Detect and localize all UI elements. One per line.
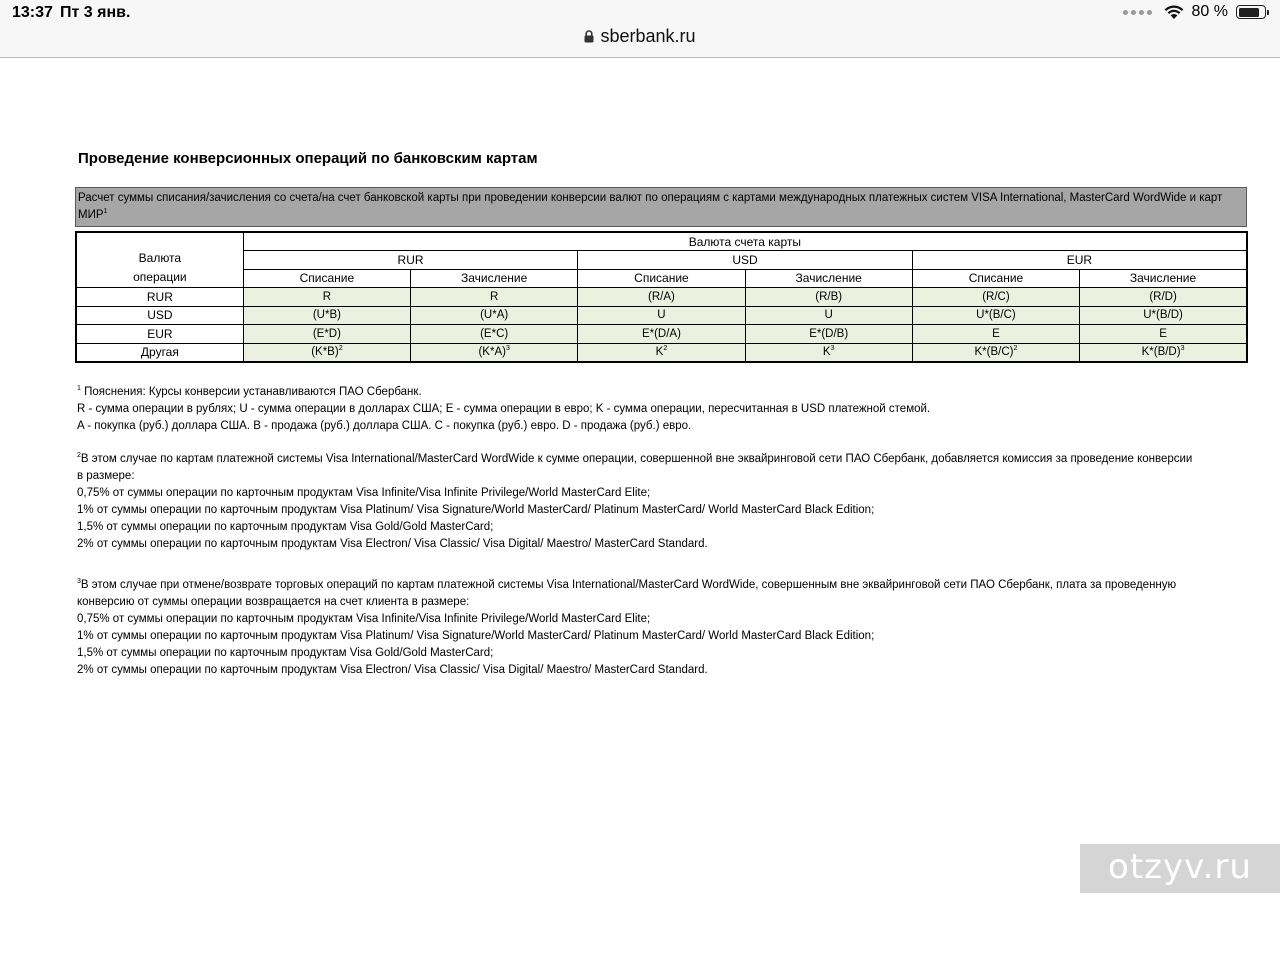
table-cell bbox=[411, 288, 578, 307]
footnotes bbox=[77, 384, 1257, 679]
footnote-text: A - покупка (руб.) доллара США. B - продажа (руб.) доллара США. C - покупка (руб.) евро. D - продажа (руб.) евро. bbox=[77, 420, 692, 432]
table-caption bbox=[75, 187, 1247, 227]
cell-formula: U*(B/C) bbox=[976, 309, 1016, 322]
row-label: USD bbox=[76, 306, 243, 325]
footnote-line bbox=[77, 418, 1257, 435]
cell-footnote-ref: 3 bbox=[505, 345, 510, 353]
footnote-3 bbox=[77, 577, 1257, 679]
sub-header: Зачисление bbox=[745, 269, 912, 288]
battery-level-fill bbox=[1239, 8, 1259, 17]
footnote-1 bbox=[77, 384, 1257, 435]
status-right-group bbox=[1123, 3, 1266, 21]
address-bar[interactable] bbox=[0, 26, 1280, 47]
cell-footnote-ref: 3 bbox=[1180, 345, 1185, 353]
footnote-line bbox=[77, 645, 1257, 662]
battery-icon bbox=[1236, 5, 1266, 19]
cell-formula: E*(D/B) bbox=[809, 327, 849, 340]
footnote-text: В этом случае по картам платежной системы Visa International/MasterCard WordWide к сумме операции, совершенной вне эквайринговой сети ПАО Сбербанк, добавляется комиссия за проведение конверсии bbox=[80, 453, 1193, 465]
footnote-line bbox=[77, 662, 1257, 679]
currency-header-rur: RUR bbox=[243, 251, 578, 270]
cell-formula: K bbox=[655, 346, 664, 358]
cell-formula: (U*B) bbox=[312, 309, 341, 322]
conversion-table bbox=[75, 231, 1248, 363]
footnote-text: 1,5% от суммы операции по карточным продуктам Visa Gold/Gold MasterCard; bbox=[77, 521, 494, 533]
table-cell bbox=[243, 343, 410, 362]
lock-icon bbox=[584, 30, 594, 43]
cell-formula: K*(B/C) bbox=[974, 346, 1014, 358]
cell-formula: (R/C) bbox=[982, 290, 1010, 303]
table-cell bbox=[578, 325, 745, 344]
table-cell bbox=[912, 343, 1079, 362]
card-currency-header: Валюта счета карты bbox=[243, 232, 1247, 251]
footnote-text: R - сумма операции в рублях; U - сумма операции в долларах США; E - сумма операции в евро; K - сумма операции, пересчитанная в USD платежной стемой. bbox=[77, 403, 931, 415]
footnote-text: конверсию от суммы операции возвращается на счет клиента в размере: bbox=[77, 596, 470, 608]
table-cell bbox=[1080, 306, 1247, 325]
cell-formula: R bbox=[322, 290, 332, 303]
cell-formula: U bbox=[657, 309, 666, 322]
footnote-marker: 1 bbox=[77, 385, 81, 393]
table-row bbox=[76, 343, 1247, 362]
table-cell bbox=[912, 306, 1079, 325]
table-cell bbox=[1080, 325, 1247, 344]
footnote-text: в размере: bbox=[77, 470, 135, 482]
footnote-text: 1% от суммы операции по карточным продуктам Visa Platinum/ Visa Signature/World MasterCard/ Platinum MasterCard/ World MasterCard Black Edition; bbox=[77, 504, 875, 516]
table-cell bbox=[578, 288, 745, 307]
multitasking-dots-icon[interactable] bbox=[1123, 10, 1152, 15]
cell-formula: (E*C) bbox=[480, 327, 509, 340]
table-cell bbox=[411, 325, 578, 344]
footnote-line bbox=[77, 468, 1257, 485]
cell-formula: U bbox=[824, 309, 833, 322]
address-url[interactable]: sberbank.ru bbox=[600, 26, 696, 46]
footnote-2 bbox=[77, 451, 1257, 553]
footnote-text: 0,75% от суммы операции по карточным продуктам Visa Infinite/Visa Infinite Privilege/World MasterCard Elite; bbox=[77, 487, 651, 499]
cell-formula: (R/A) bbox=[648, 290, 675, 303]
footnote-line bbox=[77, 502, 1257, 519]
row-label: EUR bbox=[76, 325, 243, 344]
footnote-line bbox=[77, 401, 1257, 418]
cell-formula: U*(B/D) bbox=[1143, 309, 1183, 322]
cell-footnote-ref: 2 bbox=[663, 345, 668, 353]
footnote-text: 2% от суммы операции по карточным продуктам Visa Electron/ Visa Classic/ Visa Digital/ Maestro/ MasterCard Standard. bbox=[77, 538, 708, 550]
footnote-text: 0,75% от суммы операции по карточным продуктам Visa Infinite/Visa Infinite Privilege/World MasterCard Elite; bbox=[77, 613, 651, 625]
currency-header-usd: USD bbox=[578, 251, 913, 270]
table-cell bbox=[745, 306, 912, 325]
cell-formula: (U*A) bbox=[480, 309, 509, 322]
browser-top-bar bbox=[0, 0, 1280, 58]
sub-header: Зачисление bbox=[1080, 269, 1247, 288]
cell-footnote-ref: 3 bbox=[830, 345, 835, 353]
footnote-text: 1,5% от суммы операции по карточным продуктам Visa Gold/Gold MasterCard; bbox=[77, 647, 494, 659]
table-row bbox=[76, 288, 1247, 307]
cell-formula: E bbox=[1159, 327, 1167, 340]
table-cell bbox=[1080, 288, 1247, 307]
footnote-text: 1% от суммы операции по карточным продуктам Visa Platinum/ Visa Signature/World MasterCard/ Platinum MasterCard/ World MasterCard Black Edition; bbox=[77, 630, 875, 642]
cell-formula: (K*A) bbox=[478, 346, 506, 358]
footnote-text: В этом случае при отмене/возврате торговых операций по картам платежной системы Visa International/MasterCard WordWide, совершенным вне эквайринговой сети ПАО Сбербанк, плата за проведенную bbox=[80, 579, 1177, 591]
cell-footnote-ref: 2 bbox=[1013, 345, 1018, 353]
cell-formula: (E*D) bbox=[312, 327, 341, 340]
table-cell bbox=[745, 325, 912, 344]
sub-header: Зачисление bbox=[411, 269, 578, 288]
table-cell bbox=[578, 343, 745, 362]
caption-footnote-ref: 1 bbox=[103, 208, 108, 216]
currency-header-eur: EUR bbox=[912, 251, 1247, 270]
table-cell bbox=[745, 288, 912, 307]
footnote-marker: 2 bbox=[77, 452, 81, 460]
table-row bbox=[76, 306, 1247, 325]
footnote-text: Пояснения: Курсы конверсии устанавливаются ПАО Сбербанк. bbox=[80, 386, 422, 398]
footnote-line bbox=[77, 577, 1257, 594]
table-cell bbox=[912, 325, 1079, 344]
page-title: Проведение конверсионных операций по банковским картам bbox=[78, 150, 538, 167]
cell-formula: (K*B) bbox=[311, 346, 339, 358]
table-cell bbox=[243, 288, 410, 307]
sub-header: Списание bbox=[912, 269, 1079, 288]
table-row bbox=[76, 325, 1247, 344]
table-cell bbox=[745, 343, 912, 362]
footnote-line bbox=[77, 594, 1257, 611]
cell-formula: R bbox=[490, 290, 499, 303]
caption-text: Расчет суммы списания/зачисления со счета/на счет банковской карты при проведении конверсии валют по операциям с картами международных платежных систем VISA International, MasterCard WordWide и карт МИР bbox=[78, 192, 1223, 221]
status-time: 13:37 bbox=[12, 4, 53, 21]
cell-formula: E bbox=[992, 327, 1000, 340]
table-cell bbox=[912, 288, 1079, 307]
operation-currency-header: Валюта операции bbox=[76, 232, 243, 288]
footnote-line bbox=[77, 451, 1257, 468]
footnote-text: 2% от суммы операции по карточным продуктам Visa Electron/ Visa Classic/ Visa Digital/ Maestro/ MasterCard Standard. bbox=[77, 664, 708, 676]
row-label: Другая bbox=[76, 343, 243, 362]
sub-header: Списание bbox=[578, 269, 745, 288]
table-cell bbox=[411, 343, 578, 362]
footnote-line bbox=[77, 519, 1257, 536]
footnote-line bbox=[77, 536, 1257, 553]
cell-formula: E*(D/A) bbox=[641, 327, 681, 340]
cell-footnote-ref: 2 bbox=[338, 345, 343, 353]
cell-formula: K*(B/D) bbox=[1141, 346, 1181, 358]
battery-percent: 80 % bbox=[1191, 3, 1228, 20]
watermark: otzyv.ru bbox=[1080, 844, 1280, 893]
cell-formula: (R/B) bbox=[815, 290, 843, 303]
table-cell bbox=[243, 306, 410, 325]
status-date: Пт 3 янв. bbox=[60, 4, 131, 21]
footnote-line bbox=[77, 611, 1257, 628]
row-label: RUR bbox=[76, 288, 243, 307]
table-cell bbox=[243, 325, 410, 344]
footnote-line bbox=[77, 628, 1257, 645]
table-cell bbox=[1080, 343, 1247, 362]
table-cell bbox=[578, 306, 745, 325]
footnote-marker: 3 bbox=[77, 578, 81, 586]
wifi-icon bbox=[1164, 5, 1184, 20]
cell-formula: K bbox=[822, 346, 831, 358]
table-cell bbox=[411, 306, 578, 325]
footnote-line bbox=[77, 485, 1257, 502]
footnote-line bbox=[77, 384, 1257, 401]
cell-formula: (R/D) bbox=[1149, 290, 1177, 303]
sub-header: Списание bbox=[243, 269, 410, 288]
